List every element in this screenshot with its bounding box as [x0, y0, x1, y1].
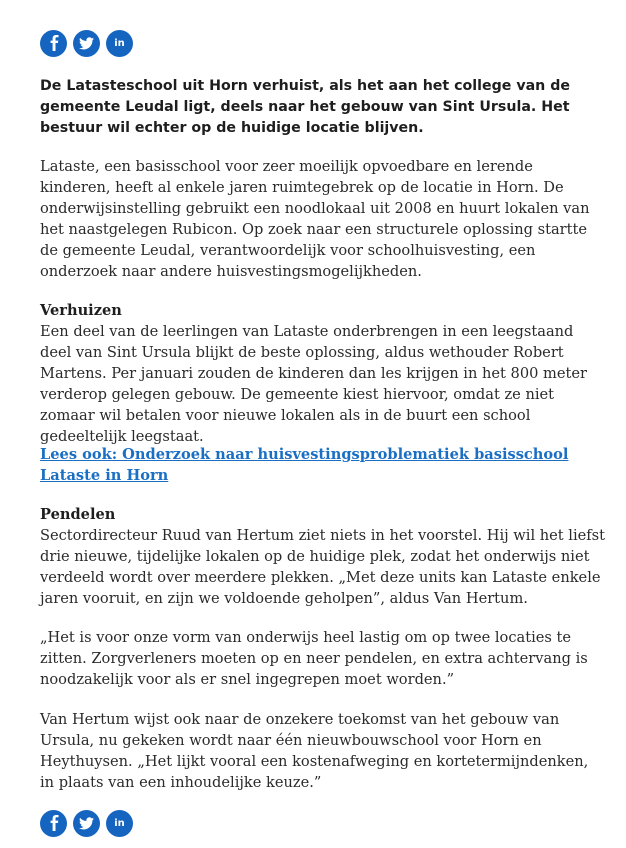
section-verhuizen	[40, 300, 606, 447]
linkedin-share-button[interactable]	[106, 810, 133, 837]
paragraph-pendelen: Sectordirecteur Ruud van Hertum ziet niets in het voorstel. Hij wil het liefst drie nieuwe, tijdelijke lokalen op de huidige plek, zodat het onderwijs niet verdeeld wordt over meerdere plekken. „Met deze units kan Lataste enkele jaren vooruit, en zijn we voldoende geholpen”, aldus Van Hertum.	[40, 527, 606, 607]
share-bar-top	[40, 29, 133, 57]
twitter-share-button[interactable]	[73, 810, 100, 837]
subheading-pendelen: Pendelen	[40, 506, 116, 523]
section-pendelen	[40, 504, 606, 609]
share-bar-bottom	[40, 809, 133, 837]
paragraph-intro: Lataste, een basisschool voor zeer moeilijk opvoedbare en lerende kinderen, heeft al enkele jaren ruimtegebrek op de locatie in Horn. De onderwijsinstelling gebruikt een noodlokaal uit 2008 en huurt lokalen van het naastgelegen Rubicon. Op zoek naar een structurele oplossing startte de gemeente Leudal, verantwoordelijk voor schoolhuisvesting, een onderzoek naar andere huisvestingsmogelijkheden.	[40, 158, 590, 280]
linkedin-icon: in	[114, 817, 125, 829]
read-also-block	[40, 444, 606, 486]
article-lead: De Latasteschool uit Horn verhuist, als het aan het college van de gemeente Leudal ligt, deels naar het gebouw van Sint Ursula. Het bestuur wil echter op de huidige locatie blijven.	[40, 78, 570, 136]
paragraph-future: Van Hertum wijst ook naar de onzekere toekomst van het gebouw van Ursula, nu gekeken wordt naar één nieuwbouwschool voor Horn en Heythuysen. „Het lijkt vooral een kostenafweging en kortetermijndenken, in plaats van een inhoudelijke keuze.”	[40, 711, 589, 791]
twitter-icon	[79, 37, 94, 50]
linkedin-share-button[interactable]	[106, 30, 133, 57]
facebook-share-button[interactable]	[40, 30, 67, 57]
paragraph-quote: „Het is voor onze vorm van onderwijs heel lastig om op twee locaties te zitten. Zorgverleners moeten op en neer pendelen, en extra achtervang is noodzakelijk voor als er snel ingegrepen moet worden.”	[40, 629, 588, 688]
paragraph-verhuizen: Een deel van de leerlingen van Lataste onderbrengen in een leegstaand deel van Sint Ursula blijkt de beste oplossing, aldus wethouder Robert Martens. Per januari zouden de kinderen dan les krijgen in het 800 meter verderop gelegen gebouw. De gemeente kiest hiervoor, omdat ze niet zomaar wil betalen voor nieuwe lokalen als in de buurt een school gedeeltelijk leegstaat.	[40, 323, 587, 445]
twitter-share-button[interactable]	[73, 30, 100, 57]
facebook-icon	[47, 35, 61, 51]
facebook-icon	[47, 815, 61, 831]
facebook-share-button[interactable]	[40, 810, 67, 837]
twitter-icon	[79, 817, 94, 830]
subheading-verhuizen: Verhuizen	[40, 302, 122, 319]
read-also-link[interactable]: Lees ook: Onderzoek naar huisvestingsproblematiek basisschool Lataste in Horn	[40, 446, 569, 484]
linkedin-icon: in	[114, 37, 125, 49]
